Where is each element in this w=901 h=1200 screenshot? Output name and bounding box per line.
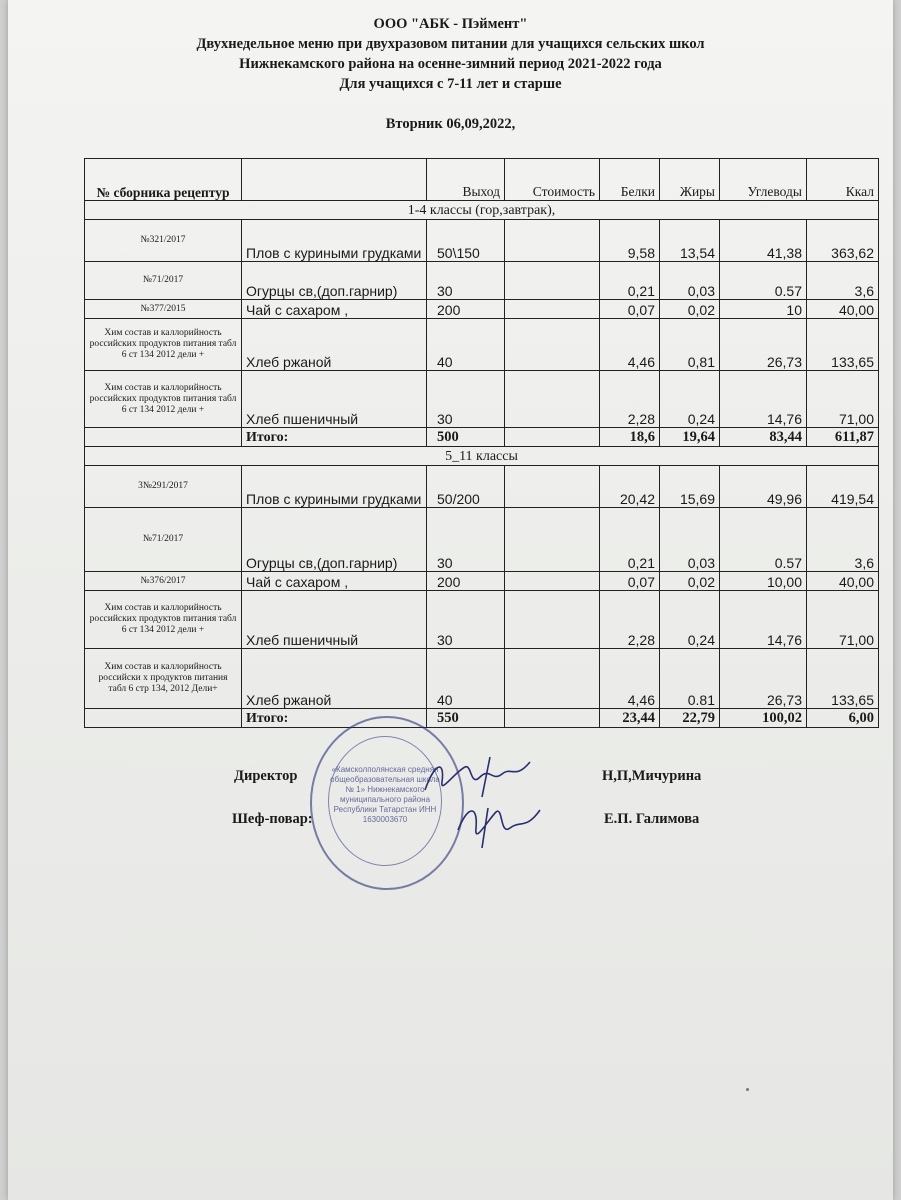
menu-date: Вторник 06,09,2022, (385, 116, 516, 132)
total-cost (505, 709, 600, 728)
dish-fat: 0,02 (660, 300, 720, 319)
recipe-ref: №377/2015 (85, 300, 242, 319)
dish-yield: 30 (427, 591, 505, 649)
chef-signature (448, 800, 558, 850)
dish-cost (505, 319, 600, 371)
dish-name: Чай с сахаром , (242, 572, 427, 591)
dish-protein: 0,07 (600, 572, 660, 591)
dish-yield: 50/200 (427, 466, 505, 508)
dish-fat: 0.81 (660, 649, 720, 709)
dish-kcal: 40,00 (807, 300, 879, 319)
total-kcal: 611,87 (807, 428, 879, 447)
director-signature (420, 752, 550, 802)
dish-protein: 0,07 (600, 300, 660, 319)
dish-protein: 0,21 (600, 262, 660, 300)
table-header-row (85, 159, 879, 201)
dish-carbs: 14,76 (720, 371, 807, 428)
director-name: Н,П,Мичурина (602, 768, 702, 784)
section-title-row (85, 447, 879, 466)
header-carbs: Углеводы (720, 159, 807, 201)
document-header (8, 14, 893, 134)
recipe-ref: 3№291/2017 (85, 466, 242, 508)
total-yield: 550 (427, 709, 505, 728)
table-row (85, 262, 879, 300)
dish-carbs: 0.57 (720, 262, 807, 300)
dish-carbs: 41,38 (720, 220, 807, 262)
menu-title-line2: Нижнекамского района на осенне-зимний период 2021-2022 года (239, 56, 662, 72)
dish-yield: 50\150 (427, 220, 505, 262)
total-carbs: 83,44 (720, 428, 807, 447)
chef-name: Е.П. Галимова (604, 811, 700, 827)
dish-cost (505, 300, 600, 319)
dish-cost (505, 371, 600, 428)
table-row (85, 591, 879, 649)
dish-fat: 0,24 (660, 591, 720, 649)
total-cost (505, 428, 600, 447)
header-recipe: № сборника рецептур (85, 159, 242, 201)
total-protein: 18,6 (600, 428, 660, 447)
total-row (85, 428, 879, 447)
dish-kcal: 40,00 (807, 572, 879, 591)
dish-protein: 4,46 (600, 319, 660, 371)
total-label: Итого: (242, 428, 427, 447)
paper-speck (746, 1088, 749, 1091)
dish-name: Чай с сахаром , (242, 300, 427, 319)
dish-name: Хлеб ржаной (242, 649, 427, 709)
recipe-ref: Хим состав и каллорийность российских продуктов питания табл 6 ст 134 2012 дели + (85, 319, 242, 371)
dish-fat: 0,24 (660, 371, 720, 428)
dish-yield: 30 (427, 262, 505, 300)
header-yield: Выход (427, 159, 505, 201)
dish-fat: 0,03 (660, 262, 720, 300)
dish-cost (505, 591, 600, 649)
dish-protein: 2,28 (600, 591, 660, 649)
header-fat: Жиры (660, 159, 720, 201)
total-blank (85, 428, 242, 447)
dish-fat: 0,03 (660, 508, 720, 572)
recipe-ref: №71/2017 (85, 508, 242, 572)
dish-protein: 4,46 (600, 649, 660, 709)
total-label: Итого: (242, 709, 427, 728)
dish-fat: 0,81 (660, 319, 720, 371)
dish-kcal: 363,62 (807, 220, 879, 262)
header-dish (242, 159, 427, 201)
total-protein: 23,44 (600, 709, 660, 728)
dish-yield: 30 (427, 508, 505, 572)
section-title: 5_11 классы (85, 447, 879, 466)
dish-yield: 30 (427, 371, 505, 428)
dish-cost (505, 508, 600, 572)
dish-yield: 200 (427, 300, 505, 319)
dish-name: Хлеб пшеничный (242, 371, 427, 428)
director-label: Директор (234, 768, 298, 784)
dish-fat: 0,02 (660, 572, 720, 591)
dish-carbs: 14,76 (720, 591, 807, 649)
recipe-ref: №71/2017 (85, 262, 242, 300)
dish-kcal: 71,00 (807, 591, 879, 649)
dish-carbs: 10 (720, 300, 807, 319)
table-row (85, 572, 879, 591)
menu-table (84, 158, 879, 728)
dish-fat: 13,54 (660, 220, 720, 262)
document-sheet (8, 0, 893, 1200)
dish-name: Хлеб ржаной (242, 319, 427, 371)
dish-protein: 20,42 (600, 466, 660, 508)
table-row (85, 466, 879, 508)
table-row (85, 300, 879, 319)
dish-name: Плов с куриными грудками (242, 220, 427, 262)
table-row (85, 319, 879, 371)
dish-yield: 40 (427, 649, 505, 709)
table-row (85, 220, 879, 262)
table-row (85, 649, 879, 709)
dish-name: Огурцы св,(доп.гарнир) (242, 508, 427, 572)
total-fat: 19,64 (660, 428, 720, 447)
total-blank (85, 709, 242, 728)
dish-cost (505, 649, 600, 709)
dish-kcal: 71,00 (807, 371, 879, 428)
dish-cost (505, 262, 600, 300)
dish-kcal: 3,6 (807, 262, 879, 300)
dish-cost (505, 466, 600, 508)
recipe-ref: Хим состав и каллорийность российских продуктов питания табл 6 ст 134 2012 дели + (85, 371, 242, 428)
dish-carbs: 10,00 (720, 572, 807, 591)
recipe-ref: Хим состав и каллорийность российских продуктов питания табл 6 ст 134 2012 дели + (85, 591, 242, 649)
dish-protein: 9,58 (600, 220, 660, 262)
dish-name: Хлеб пшеничный (242, 591, 427, 649)
menu-title-line3: Для учащихся с 7-11 лет и старше (339, 76, 562, 92)
section-title: 1-4 классы (гор,завтрак), (85, 201, 879, 220)
dish-carbs: 26,73 (720, 319, 807, 371)
table-row (85, 371, 879, 428)
menu-title-line1: Двухнедельное меню при двухразовом питании для учащихся сельских школ (196, 36, 705, 52)
stamp-text: «Камсколполянская средняя общеобразовательная школа № 1» Нижнекамского муниципального района Республики Татарстан ИНН 1630003670 (328, 736, 442, 866)
dish-yield: 200 (427, 572, 505, 591)
dish-name: Огурцы св,(доп.гарнир) (242, 262, 427, 300)
dish-carbs: 26,73 (720, 649, 807, 709)
total-carbs: 100,02 (720, 709, 807, 728)
dish-carbs: 49,96 (720, 466, 807, 508)
header-kcal: Ккал (807, 159, 879, 201)
recipe-ref: Хим состав и каллорийность российски х продуктов питания табл 6 стр 134, 2012 Дели+ (85, 649, 242, 709)
dish-kcal: 3,6 (807, 508, 879, 572)
chef-label: Шеф-повар: (232, 811, 313, 827)
dish-protein: 2,28 (600, 371, 660, 428)
total-kcal: 6,00 (807, 709, 879, 728)
dish-carbs: 0.57 (720, 508, 807, 572)
header-cost: Стоимость (505, 159, 600, 201)
dish-yield: 40 (427, 319, 505, 371)
dish-fat: 15,69 (660, 466, 720, 508)
dish-kcal: 133,65 (807, 649, 879, 709)
dish-kcal: 133,65 (807, 319, 879, 371)
total-row (85, 709, 879, 728)
section-title-row (85, 201, 879, 220)
total-yield: 500 (427, 428, 505, 447)
dish-cost (505, 572, 600, 591)
dish-kcal: 419,54 (807, 466, 879, 508)
dish-name: Плов с куриными грудками (242, 466, 427, 508)
company-name: ООО "АБК - Пэймент" (373, 16, 528, 32)
recipe-ref: №321/2017 (85, 220, 242, 262)
school-stamp (310, 716, 464, 890)
header-protein: Белки (600, 159, 660, 201)
dish-protein: 0,21 (600, 508, 660, 572)
recipe-ref: №376/2017 (85, 572, 242, 591)
total-fat: 22,79 (660, 709, 720, 728)
dish-cost (505, 220, 600, 262)
table-row (85, 508, 879, 572)
